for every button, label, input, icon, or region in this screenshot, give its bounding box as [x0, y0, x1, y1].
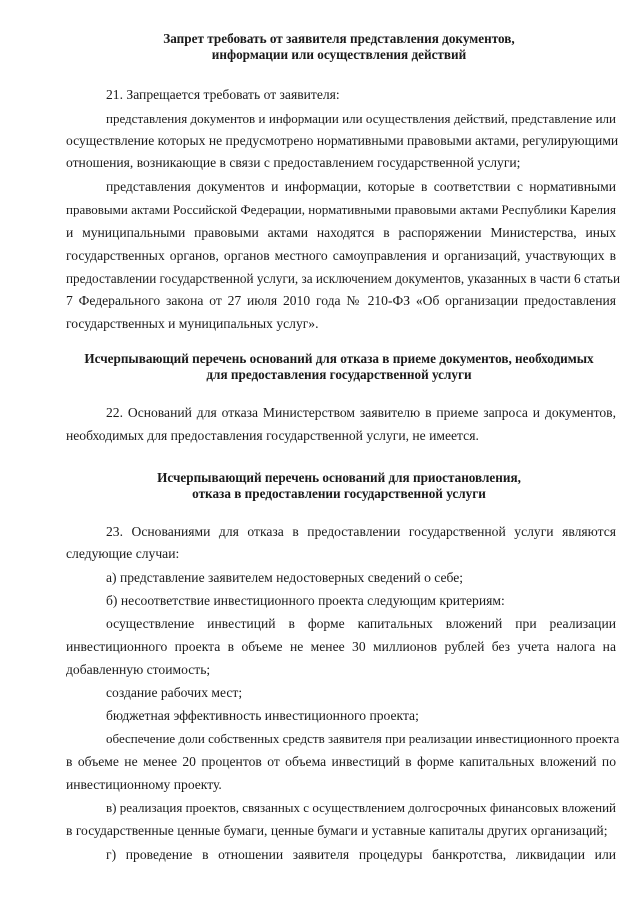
- paragraph-line: представления документов и информации, которые в соответствии с нормативными: [106, 179, 616, 194]
- paragraph-line: бюджетная эффективность инвестиционного проекта;: [106, 708, 419, 723]
- paragraph-line: 23. Основаниями для отказа в предоставлении государственной услуги являются: [106, 524, 616, 539]
- paragraph-line: б) несоответствие инвестиционного проекта следующим критериям:: [106, 593, 505, 608]
- heading-line: Исчерпывающий перечень оснований для приостановления,: [157, 470, 521, 485]
- paragraph-line: в государственные ценные бумаги, ценные бумаги и уставные капиталы других организаций;: [66, 823, 608, 838]
- paragraph-line: представления документов и информации или осуществления действий, представление или: [106, 111, 616, 126]
- paragraph-line: и муниципальными правовыми актами находятся в распоряжении Министерства, иных: [66, 225, 616, 240]
- heading-line: Исчерпывающий перечень оснований для отказа в приеме документов, необходимых: [84, 351, 594, 366]
- section-heading: [66, 351, 612, 383]
- paragraph-line: инвестиционному проекту.: [66, 777, 222, 792]
- paragraph-line: обеспечение доли собственных средств заявителя при реализации инвестиционного проекта: [106, 731, 620, 746]
- paragraph-line: государственных и муниципальных услуг».: [66, 316, 319, 331]
- section-heading: [66, 31, 612, 63]
- paragraph-line: осуществление которых не предусмотрено нормативными правовыми актами, регулирующими: [66, 133, 619, 148]
- paragraph-line: г) проведение в отношении заявителя процедуры банкротства, ликвидации или: [106, 847, 616, 862]
- paragraph-line: следующие случаи:: [66, 546, 180, 561]
- heading-line: Запрет требовать от заявителя представления документов,: [163, 31, 515, 46]
- paragraph-line: добавленную стоимость;: [66, 662, 211, 677]
- paragraph-line: 22. Оснований для отказа Министерством заявителю в приеме запроса и документов,: [106, 405, 616, 420]
- heading-line: для предоставления государственной услуги: [206, 367, 472, 382]
- paragraph-line: предоставлении государственной услуги, за исключением документов, указанных в части 6 статьи: [66, 271, 620, 286]
- paragraph-line: осуществление инвестиций в форме капитальных вложений при реализации: [106, 616, 616, 631]
- section-heading: [66, 470, 612, 502]
- paragraph-line: государственных органов, органов местного самоуправления и организаций, участвующих в: [66, 248, 616, 263]
- paragraph-line: создание рабочих мест;: [106, 685, 243, 700]
- paragraph-line: 7 Федерального закона от 27 июля 2010 года № 210-ФЗ «Об организации предоставления: [66, 293, 616, 308]
- paragraph-line: необходимых для предоставления государственной услуги, не имеется.: [66, 428, 479, 443]
- paragraph-line: отношения, возникающие в связи с предоставлением государственной услуги;: [66, 155, 521, 170]
- heading-line: информации или осуществления действий: [211, 47, 467, 62]
- paragraph-line: 21. Запрещается требовать от заявителя:: [106, 87, 340, 102]
- paragraph-line: в) реализация проектов, связанных с осуществлением долгосрочных финансовых вложений: [106, 800, 616, 815]
- paragraph-line: а) представление заявителем недостоверных сведений о себе;: [106, 570, 464, 585]
- paragraph-line: инвестиционного проекта в объеме не менее 30 миллионов рублей без учета налога на: [66, 639, 616, 654]
- heading-line: отказа в предоставлении государственной услуги: [192, 486, 486, 501]
- paragraph-line: правовыми актами Российской Федерации, нормативными правовыми актами Республики Карелия: [66, 202, 616, 217]
- paragraph-line: в объеме не менее 20 процентов от объема инвестиций в форме капитальных вложений по: [66, 754, 616, 769]
